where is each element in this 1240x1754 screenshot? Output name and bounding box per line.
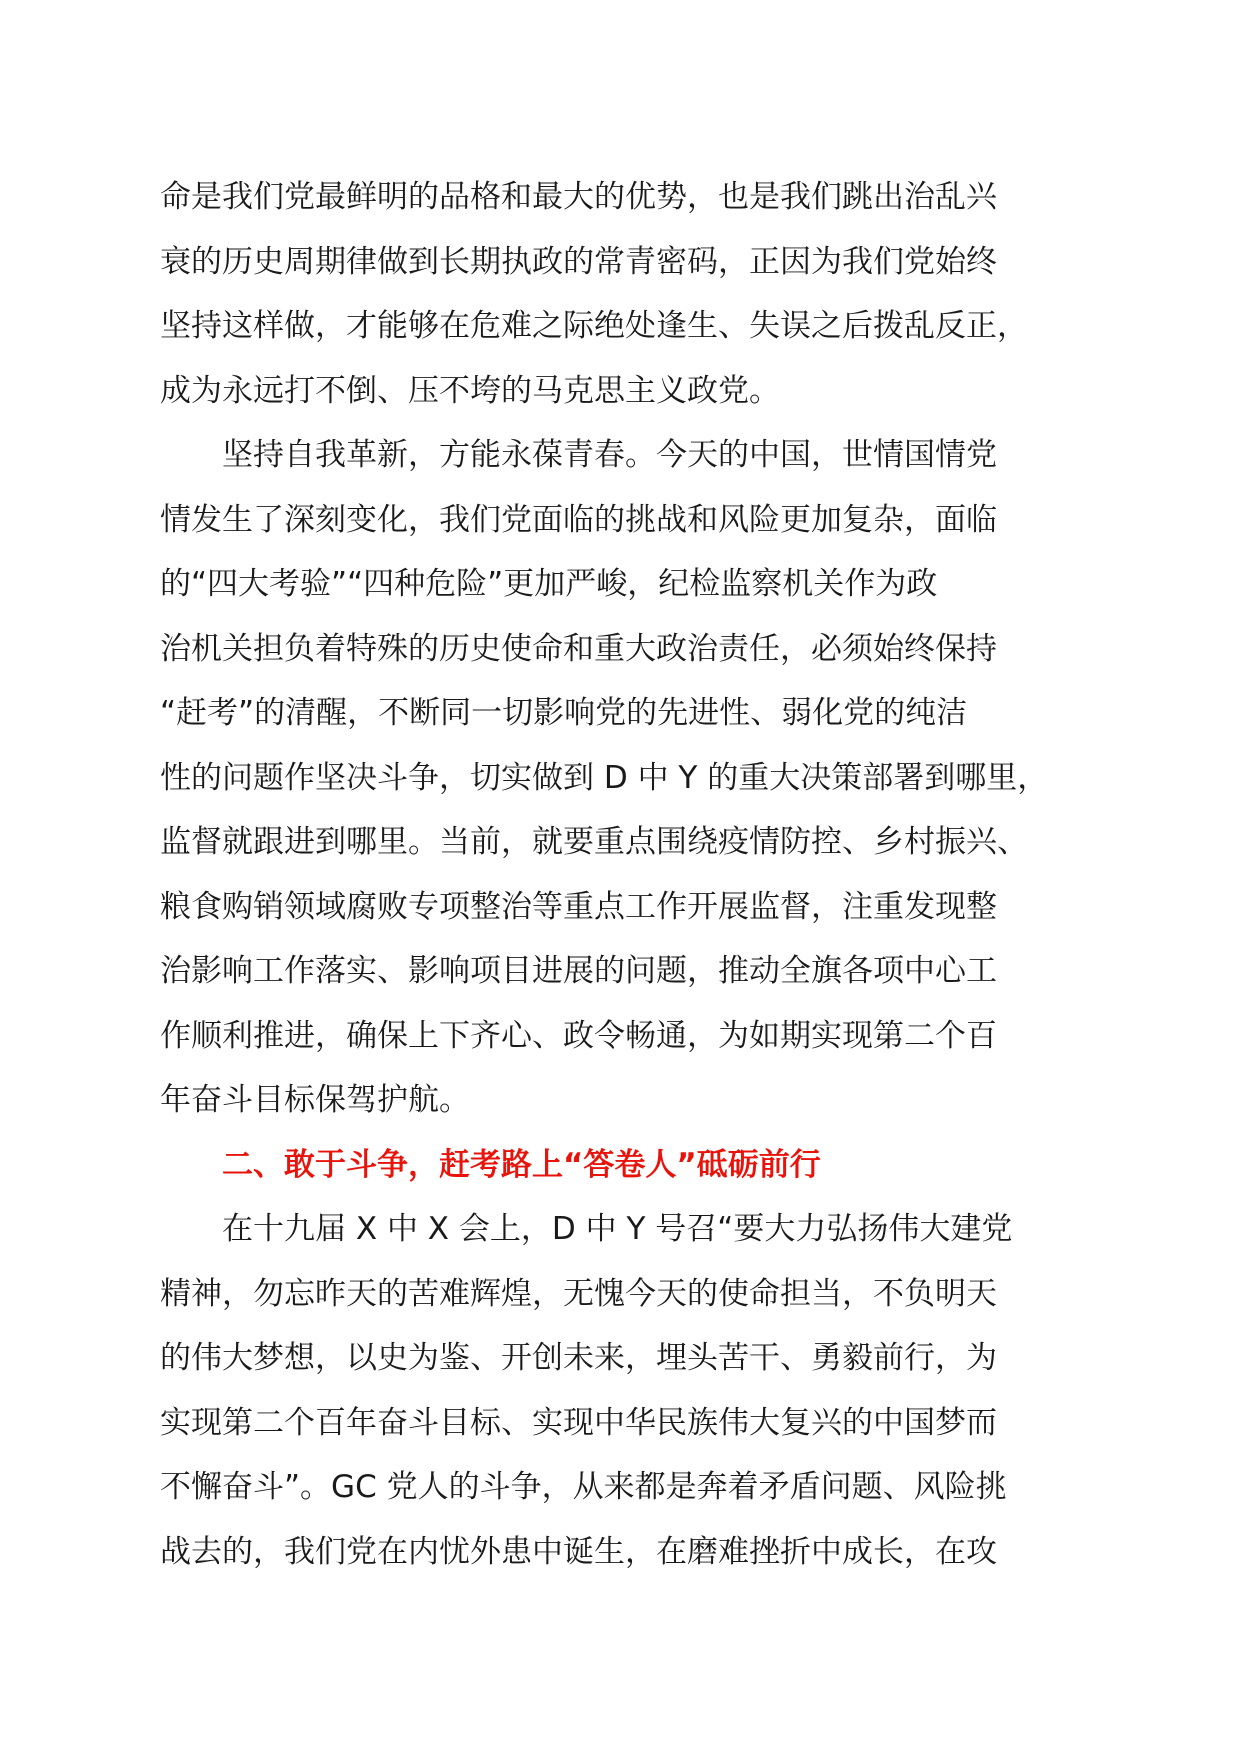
paragraph-line: 监督就跟进到哪里。当前，就要重点围绕疫情防控、乡村振兴、: [160, 824, 1028, 860]
paragraph-line: 实现第二个百年奋斗目标、实现中华民族伟大复兴的中国梦而: [160, 1404, 997, 1441]
paragraph-2: [160, 423, 1110, 1133]
paragraph-line: 不懈奋斗”。GC 党人的斗争，从来都是奔着矛盾问题、风险挑: [160, 1469, 1007, 1505]
paragraph-line: 精神，勿忘昨天的苦难辉煌，无愧今天的使命担当，不负明天: [160, 1275, 997, 1312]
paragraph-line: 坚持这样做，才能够在危难之际绝处逢生、失误之后拨乱反正，: [160, 308, 1028, 344]
paragraph-line: 粮食购销领域腐败专项整治等重点工作开展监督，注重发现整: [160, 888, 997, 925]
paragraph-line: 治机关担负着特殊的历史使命和重大政治责任，必须始终保持: [160, 630, 997, 667]
paragraph-line: 衰的历史周期律做到长期执政的常青密码，正因为我们党始终: [160, 243, 997, 280]
section-heading: 二、敢于斗争，赶考路上“答卷人”砥砺前行: [222, 1146, 821, 1183]
paragraph-line: 作顺利推进，确保上下齐心、政令畅通，为如期实现第二个百: [160, 1017, 997, 1054]
paragraph-line: 坚持自我革新，方能永葆青春。今天的中国，世情国情党: [222, 437, 997, 473]
paragraph-line: 成为永远打不倒、压不垮的马克思主义政党。: [160, 372, 780, 409]
paragraph-line: “赶考”的清醒，不断同一切影响党的先进性、弱化党的纯洁: [160, 695, 968, 731]
paragraph-line: 情发生了深刻变化，我们党面临的挑战和风险更加复杂，面临: [160, 501, 997, 538]
paragraph-3: [160, 1197, 1110, 1584]
paragraph-line: 命是我们党最鲜明的品格和最大的优势，也是我们跳出治乱兴: [160, 179, 997, 215]
paragraph-line: 在十九届 X 中 X 会上，D 中 Y 号召“要大力弘扬伟大建党: [222, 1211, 1013, 1247]
paragraph-line: 治影响工作落实、影响项目进展的问题，推动全旗各项中心工: [160, 953, 997, 989]
paragraph-1: [160, 165, 1110, 423]
paragraph-line: 性的问题作坚决斗争，切实做到 D 中 Y 的重大决策部署到哪里，: [160, 759, 1049, 796]
paragraph-line: 的“四大考验”“四种危险”更加严峻，纪检监察机关作为政: [160, 566, 938, 602]
document-body: [160, 165, 1110, 1584]
paragraph-line: 的伟大梦想，以史为鉴、开创未来，埋头苦干、勇毅前行，为: [160, 1340, 997, 1376]
paragraph-line: 战去的，我们党在内忧外患中诞生，在磨难挫折中成长，在攻: [160, 1533, 997, 1570]
paragraph-line: 年奋斗目标保驾护航。: [160, 1082, 470, 1118]
